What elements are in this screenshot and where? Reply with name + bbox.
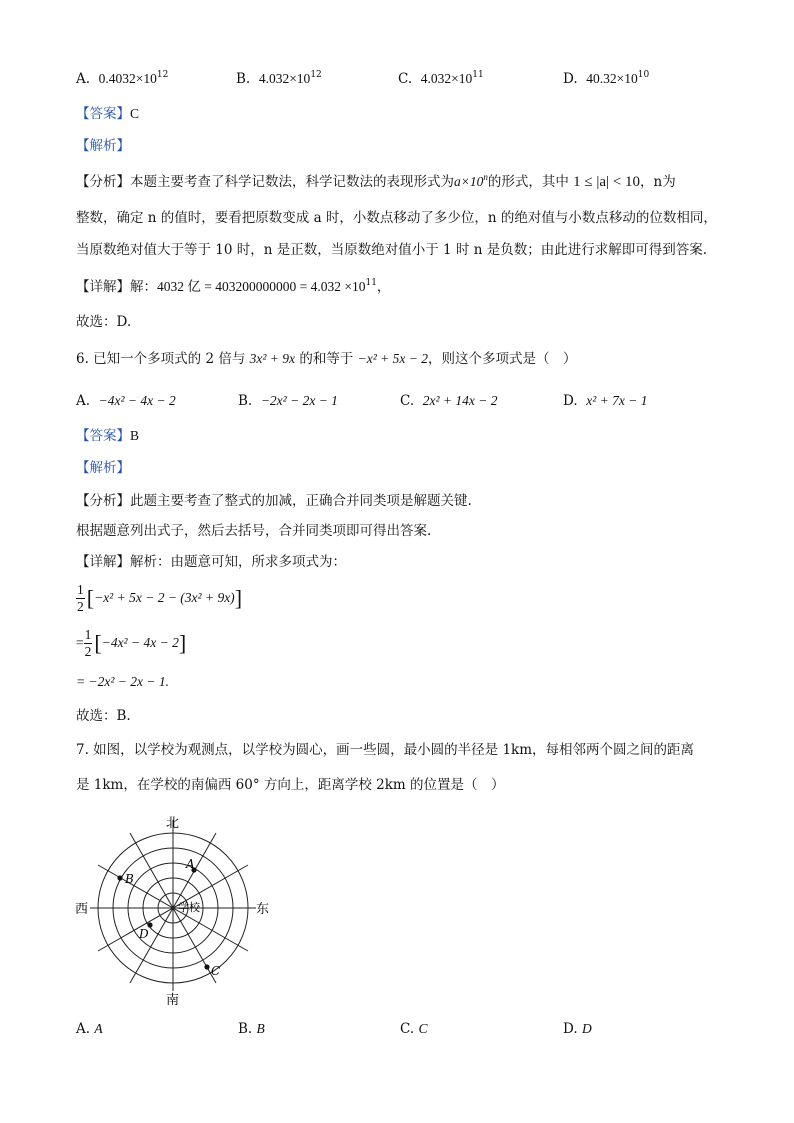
q7-option-d: D. D (563, 1021, 592, 1037)
q5-option-d: D. $40.32\times 10^{10}$ (563, 70, 650, 87)
q6-detail: 【详解】解析：由题意可知，所求多项式为： (76, 554, 346, 570)
q6-stem: 6. 已知一个多项式的 2 倍与 3x² + 9x 的和等于 −x² + 5x − 2，则这个多项式是（ ） (76, 351, 577, 367)
point-c-dot (204, 964, 209, 969)
q6-option-b: B. −2x² − 2x − 1 (238, 393, 338, 409)
q7-option-b: B. B (238, 1021, 265, 1037)
q5-answer: 【答案】C (76, 106, 140, 122)
q6-conclusion: 故选：B. (76, 708, 131, 724)
label-a: A (186, 857, 195, 871)
label-east: 东 (256, 902, 270, 917)
q7-option-c: C. C (400, 1021, 428, 1037)
q6-option-a: A. −4x² − 4x − 2 (76, 393, 176, 409)
q7-stem-line1: 7. 如图，以学校为观测点，以学校为圆心，画一些圆，最小圆的半径是 1km，每相邻两个圆之间的距离 (76, 742, 695, 758)
q5-option-c: C. $4.032\times 10^{11}$ (398, 70, 484, 87)
q5-analysis-line1: 【分析】本题主要考查了科学记数法，科学记数法的表现形式为$a\times 10^n$的形式，其中 1 ≤ |a| < 10，n为 (76, 172, 676, 190)
point-b-dot (117, 875, 122, 880)
q6-option-c: C. 2x² + 14x − 2 (400, 393, 498, 409)
q5-conclusion: 故选：D. (76, 314, 132, 330)
label-d: D (139, 927, 149, 941)
q5-analysis-line3: 当原数绝对值大于等于 10 时，n 是正数，当原数绝对值小于 1 时 n 是负数；由此进行求解即可得到答案. (76, 242, 707, 258)
label-b: B (125, 872, 134, 886)
polar-figure (70, 808, 280, 1008)
q5-analysis-line2: 整数，确定 n 的值时，要看把原数变成 a 时，小数点移动了多少位，n 的绝对值与小数点移动的位数相同， (76, 210, 717, 226)
q7-option-a: A. A (76, 1021, 103, 1037)
q6-option-d: D. x² + 7x − 1 (563, 393, 648, 409)
q6-step2: = $\frac{1}{2}$ [−4x² − 4x − 2] (76, 627, 187, 659)
q6-jiexi-heading: 【解析】 (76, 460, 130, 476)
q6-analysis: 【分析】此题主要考查了整式的加减，正确合并同类项是解题关键. (76, 493, 472, 509)
q6-answer: 【答案】B (76, 428, 140, 444)
label-school: 学校 (178, 901, 200, 914)
label-west: 西 (75, 902, 89, 917)
q5-option-b: B. $4.032\times 10^{12}$ (236, 70, 322, 87)
q6-analysis-2: 根据题意列出式子，然后去括号，合并同类项即可得出答案. (76, 523, 432, 539)
q6-step1: $\frac{1}{2}$ [−x² + 5x − 2 − (3x² + 9x)] (77, 582, 243, 614)
fraction-half: $\frac{1}{2}$ (84, 627, 92, 659)
q6-step3: = −2x² − 2x − 1. (76, 674, 169, 689)
q5-detail: 【详解】解：4032 亿 = $403200000000 = 4.032 \times 10^{11}$， (76, 278, 391, 295)
q5-option-a: A. $0.4032\times 10^{12}$ (76, 70, 169, 87)
q7-stem-line2: 是 1km，在学校的南偏西 60° 方向上，距离学校 2km 的位置是（ ） (76, 777, 505, 793)
label-c: C (211, 964, 221, 978)
label-south: 南 (166, 993, 180, 1008)
fraction-half: $\frac{1}{2}$ (77, 582, 84, 614)
q5-jiexi-heading: 【解析】 (76, 138, 130, 154)
label-north: 北 (166, 816, 180, 831)
